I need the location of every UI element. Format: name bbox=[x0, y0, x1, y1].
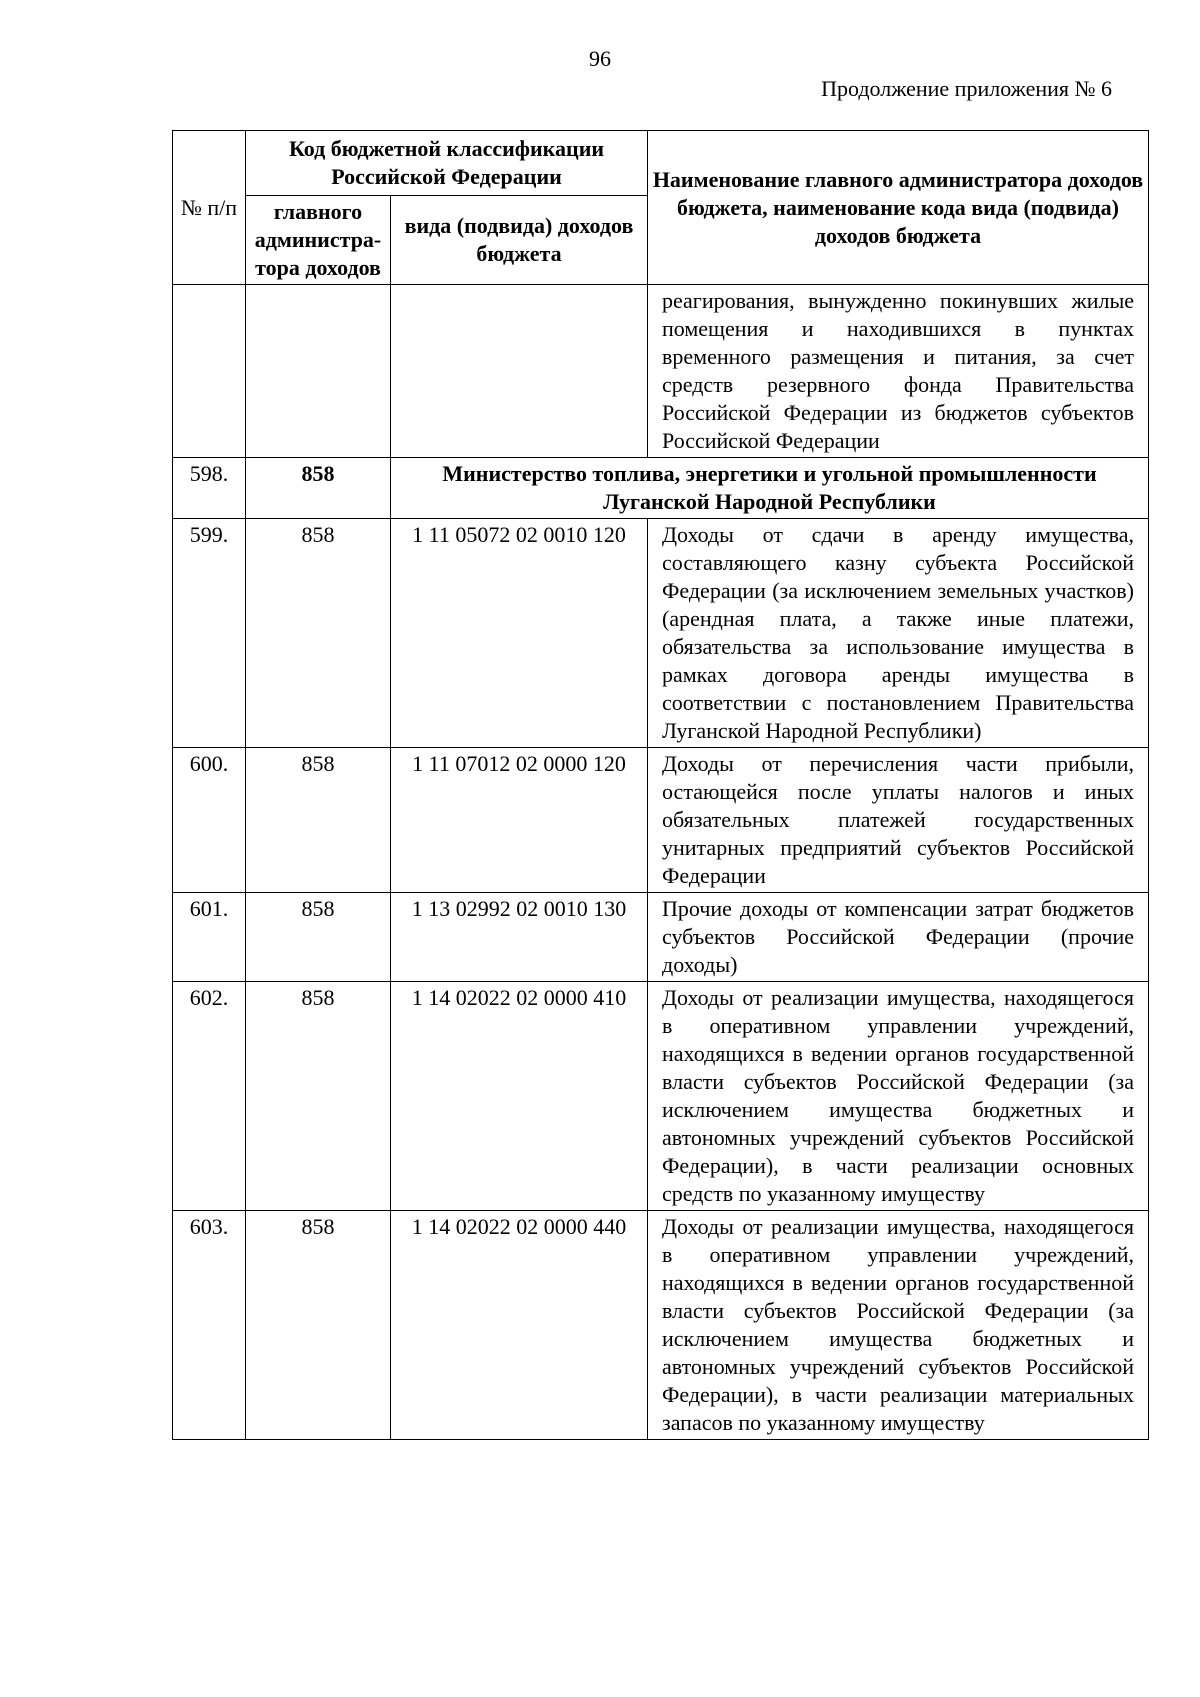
header-code-group: Код бюджетной классификации Российской Федерации bbox=[246, 131, 648, 196]
row-admin: 858 bbox=[246, 893, 391, 982]
budget-classification-table bbox=[172, 130, 1149, 1440]
row-admin: 858 bbox=[246, 458, 391, 519]
row-num: 600. bbox=[173, 748, 246, 893]
row-admin: 858 bbox=[246, 519, 391, 748]
row-admin: 858 bbox=[246, 748, 391, 893]
row-num: 602. bbox=[173, 982, 246, 1211]
row-name: Доходы от реализации имущества, находящегося в оперативном управлении учреждений, находящихся в ведении органов государственной власти субъектов Российской Федерации (за исключением имущества бюджетных и автономных учреждений субъектов Российской Федерации), в части реализации материальных запасов по указанному имуществу bbox=[648, 1211, 1149, 1440]
header-name: Наименование главного администратора доходов бюджета, наименование кода вида (подвида) доходов бюджета bbox=[648, 131, 1149, 285]
row-admin: 858 bbox=[246, 1211, 391, 1440]
row-code: 1 14 02022 02 0000 410 bbox=[391, 982, 648, 1211]
row-admin bbox=[246, 285, 391, 458]
row-name: Доходы от сдачи в аренду имущества, составляющего казну субъекта Российской Федерации (за исключением земельных участков) (арендная плата, а также иные платежи, обязательства за использование имущества в рамках договора аренды имущества в соответствии с постановлением Правительства Луганской Народной Республики) bbox=[648, 519, 1149, 748]
row-num: 603. bbox=[173, 1211, 246, 1440]
row-num: 598. bbox=[173, 458, 246, 519]
header-admin: главного администра-тора доходов bbox=[246, 196, 391, 285]
row-code bbox=[391, 285, 648, 458]
row-name: Доходы от перечисления части прибыли, остающейся после уплаты налогов и иных обязательных платежей государственных унитарных предприятий субъектов Российской Федерации bbox=[648, 748, 1149, 893]
table-row bbox=[173, 519, 1149, 748]
row-code: 1 14 02022 02 0000 440 bbox=[391, 1211, 648, 1440]
row-num: 601. bbox=[173, 893, 246, 982]
row-name: Доходы от реализации имущества, находящегося в оперативном управлении учреждений, находящихся в ведении органов государственной власти субъектов Российской Федерации (за исключением имущества бюджетных и автономных учреждений субъектов Российской Федерации), в части реализации основных средств по указанному имуществу bbox=[648, 982, 1149, 1211]
ministry-name: Министерство топлива, энергетики и угольной промышленности Луганской Народной Республики bbox=[391, 458, 1149, 519]
row-num: 599. bbox=[173, 519, 246, 748]
row-name: Прочие доходы от компенсации затрат бюджетов субъектов Российской Федерации (прочие доходы) bbox=[648, 893, 1149, 982]
row-code: 1 13 02992 02 0010 130 bbox=[391, 893, 648, 982]
header-kind: вида (подвида) доходов бюджета bbox=[391, 196, 648, 285]
row-name: реагирования, вынужденно покинувших жилые помещения и находившихся в пунктах временного размещения и питания, за счет средств резервного фонда Правительства Российской Федерации из бюджетов субъектов Российской Федерации bbox=[648, 285, 1149, 458]
row-code: 1 11 05072 02 0010 120 bbox=[391, 519, 648, 748]
table-row bbox=[173, 893, 1149, 982]
table-row bbox=[173, 748, 1149, 893]
page-number: 96 bbox=[589, 46, 611, 71]
row-admin: 858 bbox=[246, 982, 391, 1211]
table-row bbox=[173, 982, 1149, 1211]
row-code: 1 11 07012 02 0000 120 bbox=[391, 748, 648, 893]
table-row bbox=[173, 1211, 1149, 1440]
row-num bbox=[173, 285, 246, 458]
table-row bbox=[173, 285, 1149, 458]
ministry-row bbox=[173, 458, 1149, 519]
appendix-subtitle: Продолжение приложения № 6 bbox=[821, 76, 1112, 101]
header-num: № п/п bbox=[173, 131, 246, 285]
